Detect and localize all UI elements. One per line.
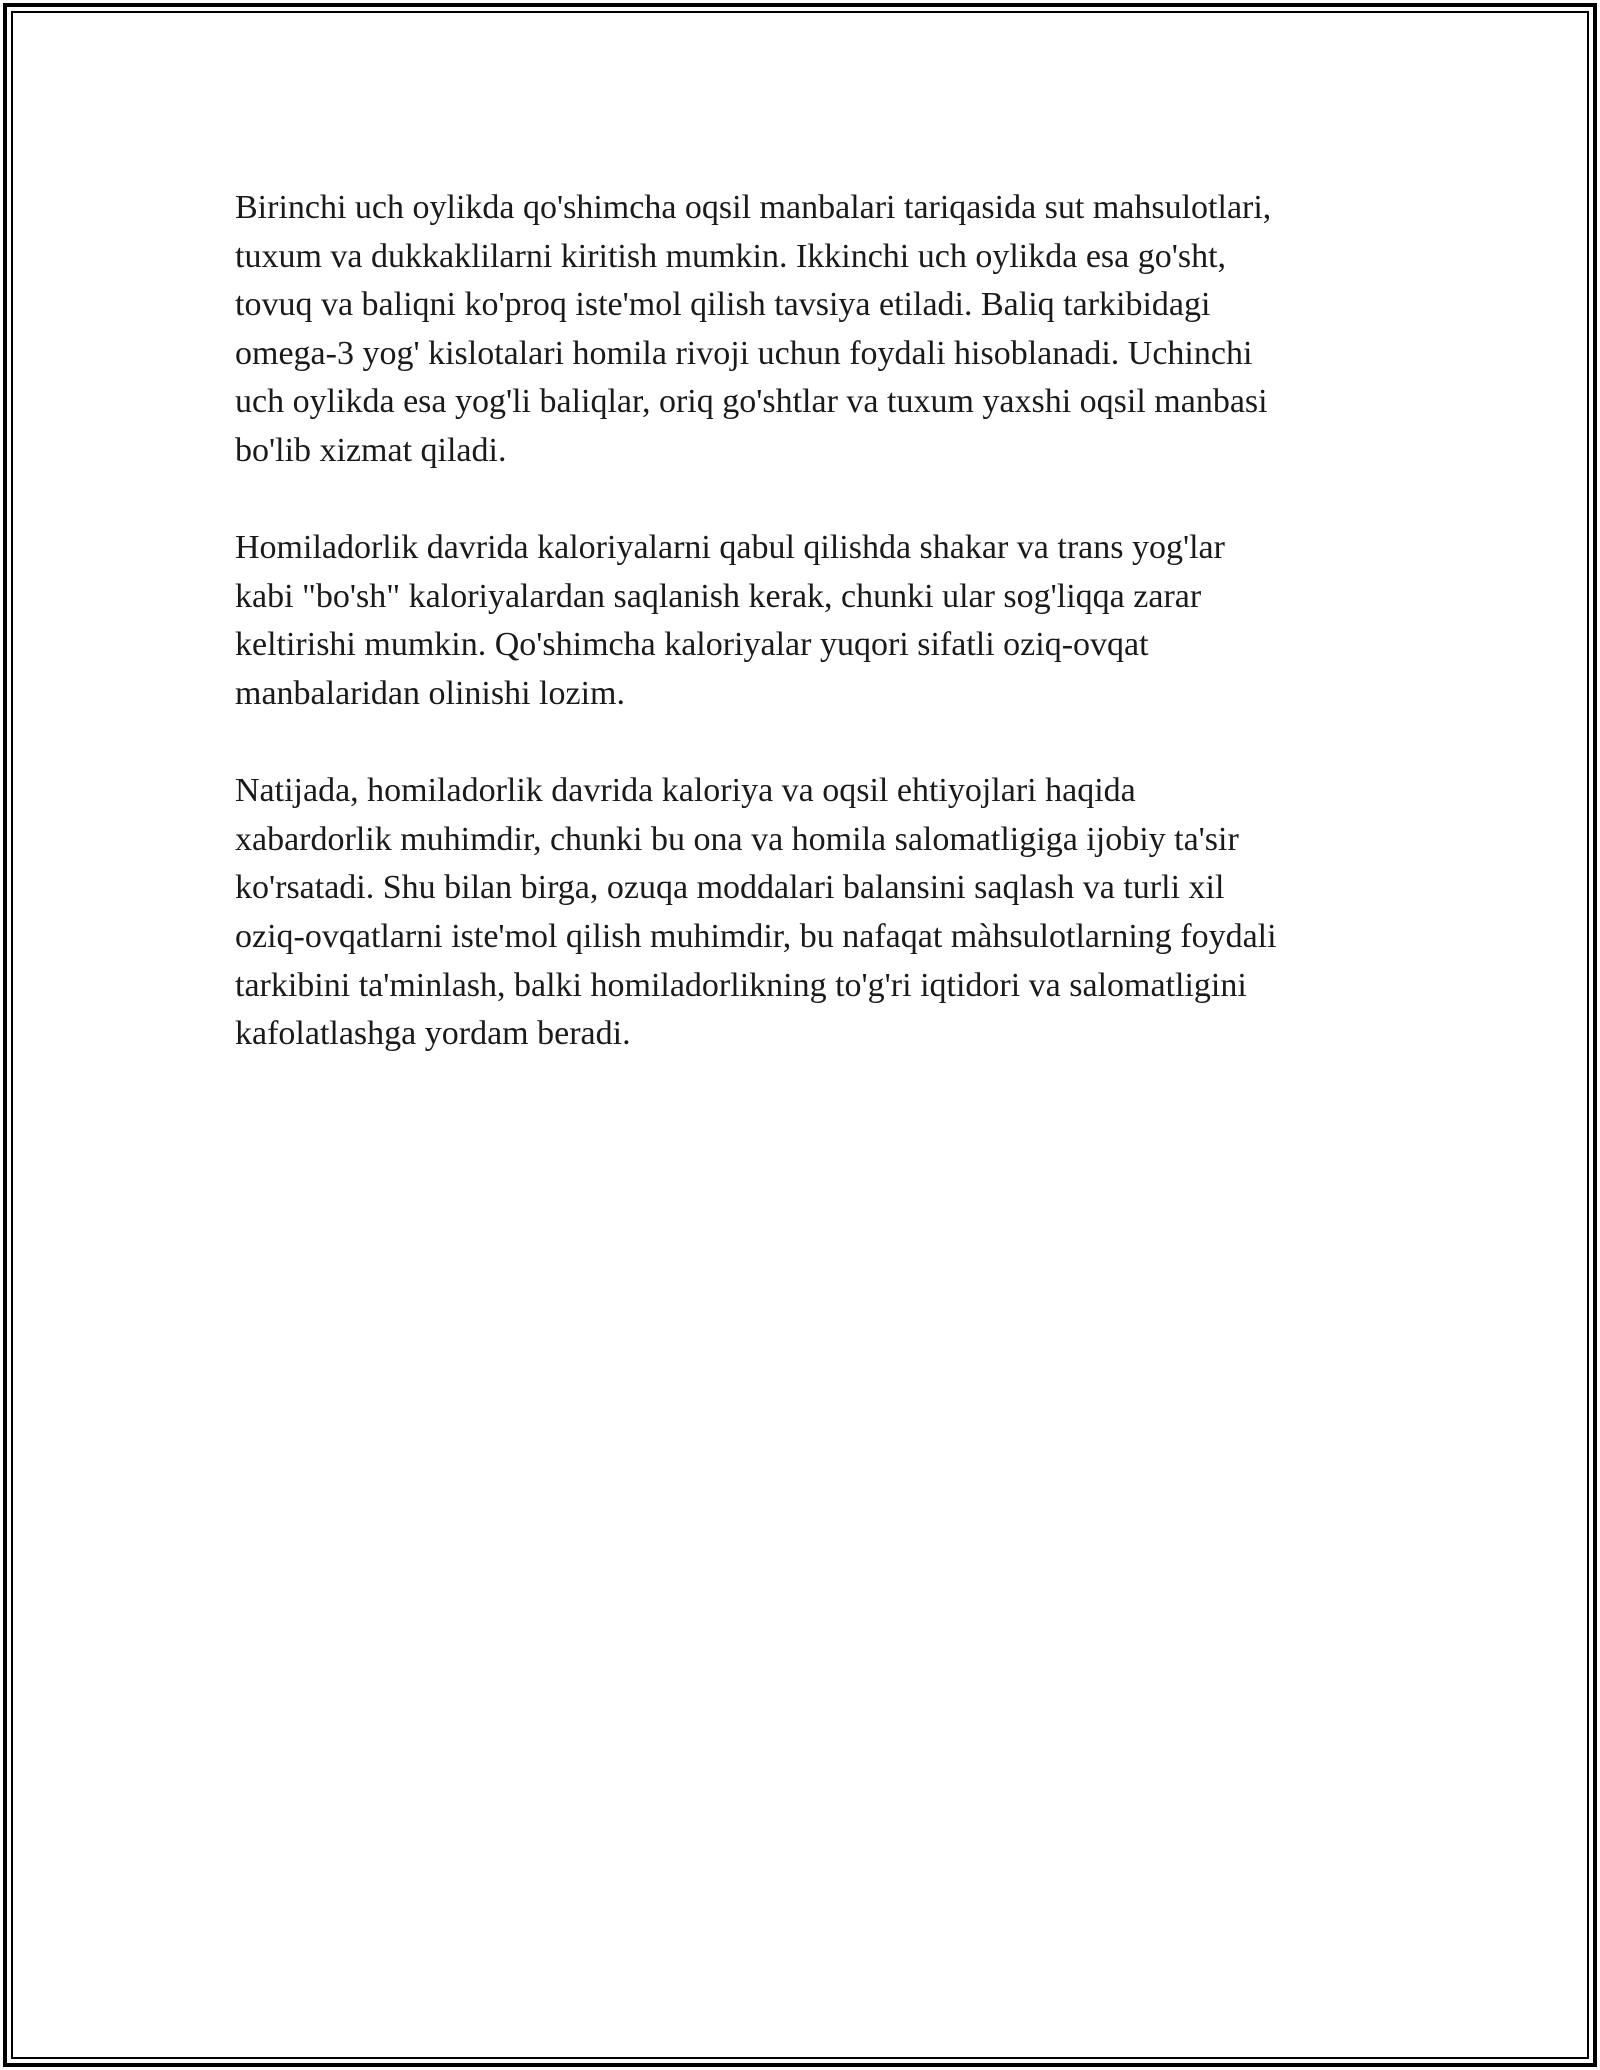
paragraph-protein-sources: Birinchi uch oylikda qo'shimcha oqsil manbalari tariqasida sut mahsulotlari, tuxum va dukkaklilarni kiritish mumkin. Ikkinchi uch oylikda esa go'sht, tovuq va baliqni ko'proq iste'mol qilish tavsiya etiladi. Baliq tarkibidagi omega-3 yog' kislotalari homila rivoji uchun foydali hisoblanadi. Uchinchi uch oylikda esa yog'li baliqlar, oriq go'shtlar va tuxum yaxshi oqsil manbasi bo'lib xizmat qiladi.: [235, 189, 1272, 469]
paragraph-conclusion: Natijada, homiladorlik davrida kaloriya va oqsil ehtiyojlari haqida xabardorlik muhimdir, chunki bu ona va homila salomatligiga ijobiy ta'sir ko'rsatadi. Shu bilan birga, ozuqa moddalari balansini saqlash va turli xil oziq-ovqatlarni iste'mol qilish muhimdir, bu nafaqat màhsulotlarning foydali tarkibini ta'minlash, balki homiladorlikning to'g'ri iqtidori va salomatligini kafolatlashga yordam beradi.: [235, 772, 1277, 1053]
paragraph-empty-calories: Homiladorlik davrida kaloriyalarni qabul qilishda shakar va trans yog'lar kabi "bo'sh" kaloriyalardan saqlanish kerak, chunki ular sog'liqqa zarar keltirishi mumkin. Qo'shimcha kaloriyalar yuqori sifatli oziq-ovqat manbalaridan olinishi lozim.: [235, 529, 1225, 712]
document-body: [235, 184, 1375, 1107]
